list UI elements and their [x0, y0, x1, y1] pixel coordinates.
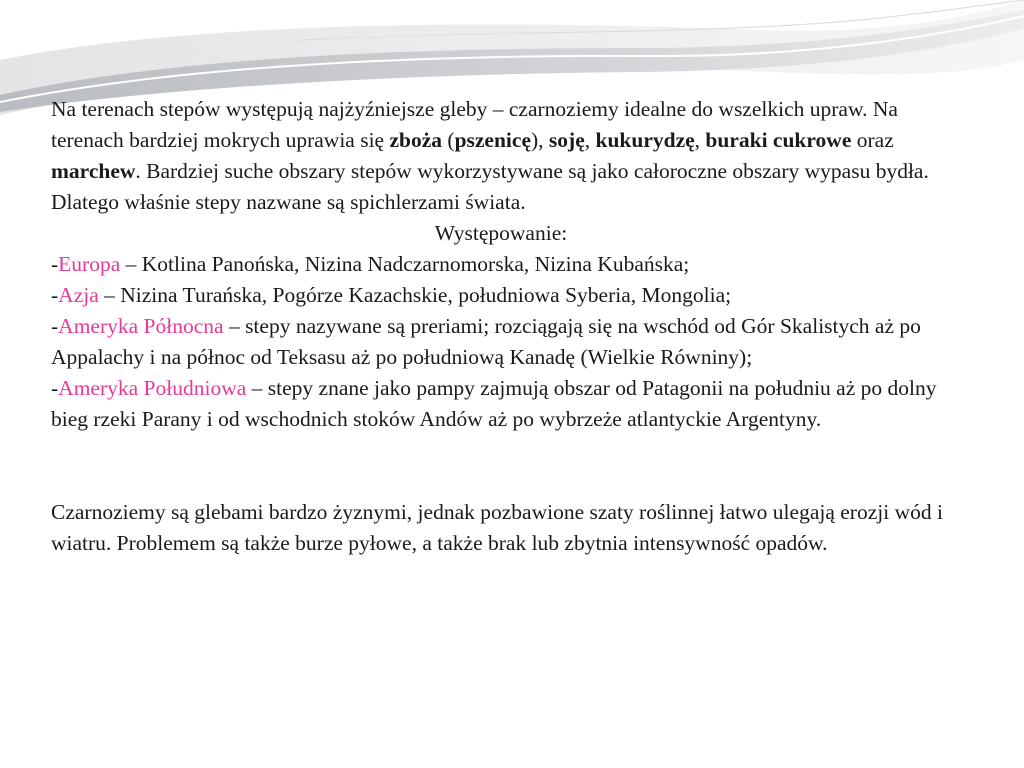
region-azja	[51, 280, 951, 311]
bullet-dash: -	[51, 376, 59, 400]
region-description: – stepy znane jako pampy zajmują obszar od Patagonii na południu aż po dolny bieg rzeki Parany i od wschodnich stoków Andów aż po wybrzeże atlantyckie Argentyny.	[51, 376, 937, 431]
intro-text: ,	[694, 128, 706, 152]
region-description: – stepy nazywane są preriami; rozciągają się na wschód od Gór Skalistych aż po Appalachy i na północ od Teksasu aż po południową Kanadę (Wielkie Równiny);	[51, 314, 921, 369]
slide-content	[51, 94, 951, 559]
region-ameryka-polnocna	[51, 311, 951, 373]
crop-pszenica: pszenicę	[454, 128, 531, 152]
intro-text: (	[442, 128, 455, 152]
region-description: – Nizina Turańska, Pogórze Kazachskie, południowa Syberia, Mongolia;	[98, 283, 732, 307]
intro-text: . Bardziej suche obszary stepów wykorzystywane są jako całoroczne obszary wypasu bydła. Dlatego właśnie stepy nazwane są spichlerzami świata.	[51, 159, 929, 214]
region-name: Ameryka Północna	[58, 314, 224, 338]
crop-kukurydza: kukurydzę	[595, 128, 695, 152]
crop-zboza: zboża	[389, 128, 443, 152]
intro-paragraph	[51, 94, 951, 218]
region-name: Europa	[58, 252, 121, 276]
intro-text: ,	[584, 128, 596, 152]
intro-text: ),	[531, 128, 549, 152]
bullet-dash: -	[51, 314, 59, 338]
region-name: Azja	[58, 283, 99, 307]
crop-soja: soję	[548, 128, 585, 152]
region-europa	[51, 249, 951, 280]
intro-text: oraz	[851, 128, 894, 152]
spacer	[51, 435, 951, 497]
crop-marchew: marchew	[51, 159, 136, 183]
region-name: Ameryka Południowa	[58, 376, 247, 400]
closing-paragraph: Czarnoziemy są glebami bardzo żyznymi, jednak pozbawione szaty roślinnej łatwo ulegają erozji wód i wiatru. Problemem są także burze pyłowe, a także brak lub zbytnia intensywność opadów.	[51, 500, 943, 555]
region-description: – Kotlina Panońska, Nizina Nadczarnomorska, Nizina Kubańska;	[120, 252, 690, 276]
crop-buraki: buraki cukrowe	[705, 128, 852, 152]
bullet-dash: -	[51, 283, 59, 307]
region-ameryka-poludniowa	[51, 373, 951, 435]
intro-text: Na terenach stepów występują najżyźniejsze gleby – czarnoziemy idealne do wszelkich upraw. Na terenach bardziej mokrych uprawia się	[51, 97, 898, 152]
section-heading: Występowanie:	[434, 221, 568, 245]
bullet-dash: -	[51, 252, 59, 276]
